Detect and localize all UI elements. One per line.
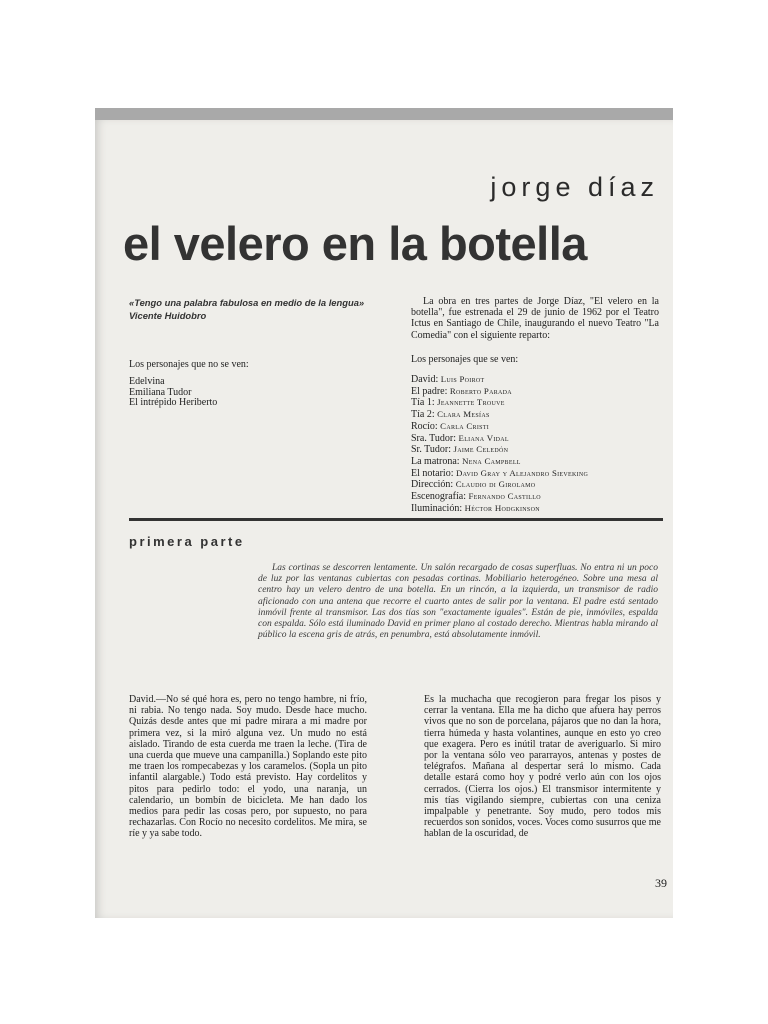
stage-directions: Las cortinas se descorren lentamente. Un salón recargado de cosas superfluas. No entra ni un poco de luz por las ventanas cubiertas con pesadas cortinas. Mobiliario heterogéneo. Sobre una mesa al centro hay un velero dentro de una botella. En un rincón, a la izquierda, un transmisor de radio aficionado con una antena que recorre el cuarto antes de salir por la ventana. El padre está sentado inmóvil frente al transmisor. Las dos tías son "exactamente iguales". Están de pie, inmóviles, espalda con espalda. Sólo está iluminado David en primer plano al costado derecho. Mientras habla mirando al público la escena gris de atrás, en penumbra, está absolutamente inmóvil. xyxy=(258,563,658,641)
unseen-character: El intrépido Heriberto xyxy=(129,397,218,409)
cast-role: Dirección: xyxy=(411,479,454,491)
cast-actor: Jaime Celedón xyxy=(453,444,509,455)
section-heading: primera parte xyxy=(129,534,245,549)
cast-role: Sra. Tudor: xyxy=(411,432,457,444)
cast-entry xyxy=(411,386,588,398)
cast-role: Escenografía: xyxy=(411,491,466,503)
page-number: 39 xyxy=(655,876,667,890)
play-title: el velero en la botella xyxy=(123,217,587,270)
cast-role: El notario: xyxy=(411,467,454,479)
cast-role: Sr. Tudor: xyxy=(411,444,452,456)
cast-entry xyxy=(411,456,588,468)
epigraph: «Tengo una palabra fabulosa en medio de la lengua» Vicente Huidobro xyxy=(129,297,365,321)
cast-role: David: xyxy=(411,374,439,385)
cast-entry xyxy=(411,503,588,515)
cast-actor: Clara Mesías xyxy=(437,409,490,420)
cast-actor: Luis Poirot xyxy=(440,374,485,384)
cast-role: Iluminación: xyxy=(411,502,463,514)
cast-entry xyxy=(411,491,588,503)
book-page xyxy=(95,120,673,918)
author-name: jorge díaz xyxy=(490,172,659,202)
cast-actor: Claudio di Girolamo xyxy=(455,479,536,490)
unseen-character: Emiliana Tudor xyxy=(129,386,192,398)
unseen-characters-heading: Los personajes que no se ven: xyxy=(129,359,249,370)
cast-actor: David Gray y Alejandro Sieveking xyxy=(456,467,589,478)
dialogue-column-left: David.—No sé qué hora es, pero no tengo hambre, ni frío, ni rabia. No tengo nada. Soy mudo. Desde hace mucho. Quizás desde antes que mi padre mirara a mi madre por primera vez, si la miró alguna vez. Un mudo no está aislado. Tirando de esta cuerda me traen la leche. (Tira de una cuerda que mueve una campanilla.) Soplando este pito me traen los rompecabezas y los caramelos. (Sopla un pito infantil alargable.) Todo está previsto. Hay cordelitos y pitos para pedirlo todo: el yodo, una naranja, un calendario, un bombín de bicicleta. Me han dado los medios para pedir las cosas pero, por supuesto, no para rechazarlas. Con Rocío no necesito cordelitos. Me mira, se ríe y ya sabe todo. xyxy=(129,694,367,840)
unseen-character: Edelvina xyxy=(129,376,165,387)
cast-actor: Fernando Castillo xyxy=(468,491,541,502)
cast-role: Rocío: xyxy=(411,420,438,432)
cast-entry xyxy=(411,374,588,386)
cast-entry xyxy=(411,409,588,421)
cast-actor: Nena Campbell xyxy=(462,455,521,466)
cast-actor: Carla Cristi xyxy=(440,420,490,431)
cast-entry xyxy=(411,433,588,445)
cast-entry xyxy=(411,421,588,433)
premiere-intro: La obra en tres partes de Jorge Díaz, "El velero en la botella", fue estrenada el 29 de junio de 1962 por el Teatro Ictus en Santiago de Chile, inaugurando el nuevo Teatro "La Comedia" con el siguiente reparto: xyxy=(411,296,659,341)
cast-entry xyxy=(411,468,588,480)
cast-role: Tía 1: xyxy=(411,397,435,409)
cast-actor: Roberto Parada xyxy=(449,385,512,396)
cast-list xyxy=(411,374,588,514)
unseen-characters-list xyxy=(129,377,217,409)
dialogue-column-right: Es la muchacha que recogieron para fregar los pisos y cerrar la ventana. Ella me ha dicho que afuera hay perros vivos que no son de porcelana, pájaros que no dan la hora, tierra húmeda y hasta volantines, aunque en esto yo creo que exagera. Pero es inútil tratar de averiguarlo. Si miro por la ventana sólo veo pararrayos, antenas y postes de telégrafos. Mañana al despertar será lo mismo. Cada detalle estará como hoy y podré verlo aún con los ojos cerrados. (Cierra los ojos.) El transmisor intermitente y mis tías vigilando siempre, cubiertas con una ceniza impalpable y penetrante. Soy mudo, pero todos mis recuerdos son sonidos, voces. Voces como susurros que me hablan de la oscuridad, de xyxy=(424,694,661,840)
cast-actor: Héctor Hodgkinson xyxy=(464,502,540,513)
seen-characters-heading: Los personajes que se ven: xyxy=(411,354,519,365)
cast-actor: Eliana Vidal xyxy=(458,432,509,443)
cast-role: Tía 2: xyxy=(411,409,435,421)
cast-role: El padre: xyxy=(411,385,448,397)
cast-entry xyxy=(411,479,588,491)
cast-entry xyxy=(411,397,588,409)
cast-role: La matrona: xyxy=(411,455,460,467)
scan-top-band xyxy=(95,108,673,120)
cast-entry xyxy=(411,444,588,456)
section-divider xyxy=(129,518,663,521)
cast-actor: Jeannette Trouve xyxy=(437,397,505,408)
